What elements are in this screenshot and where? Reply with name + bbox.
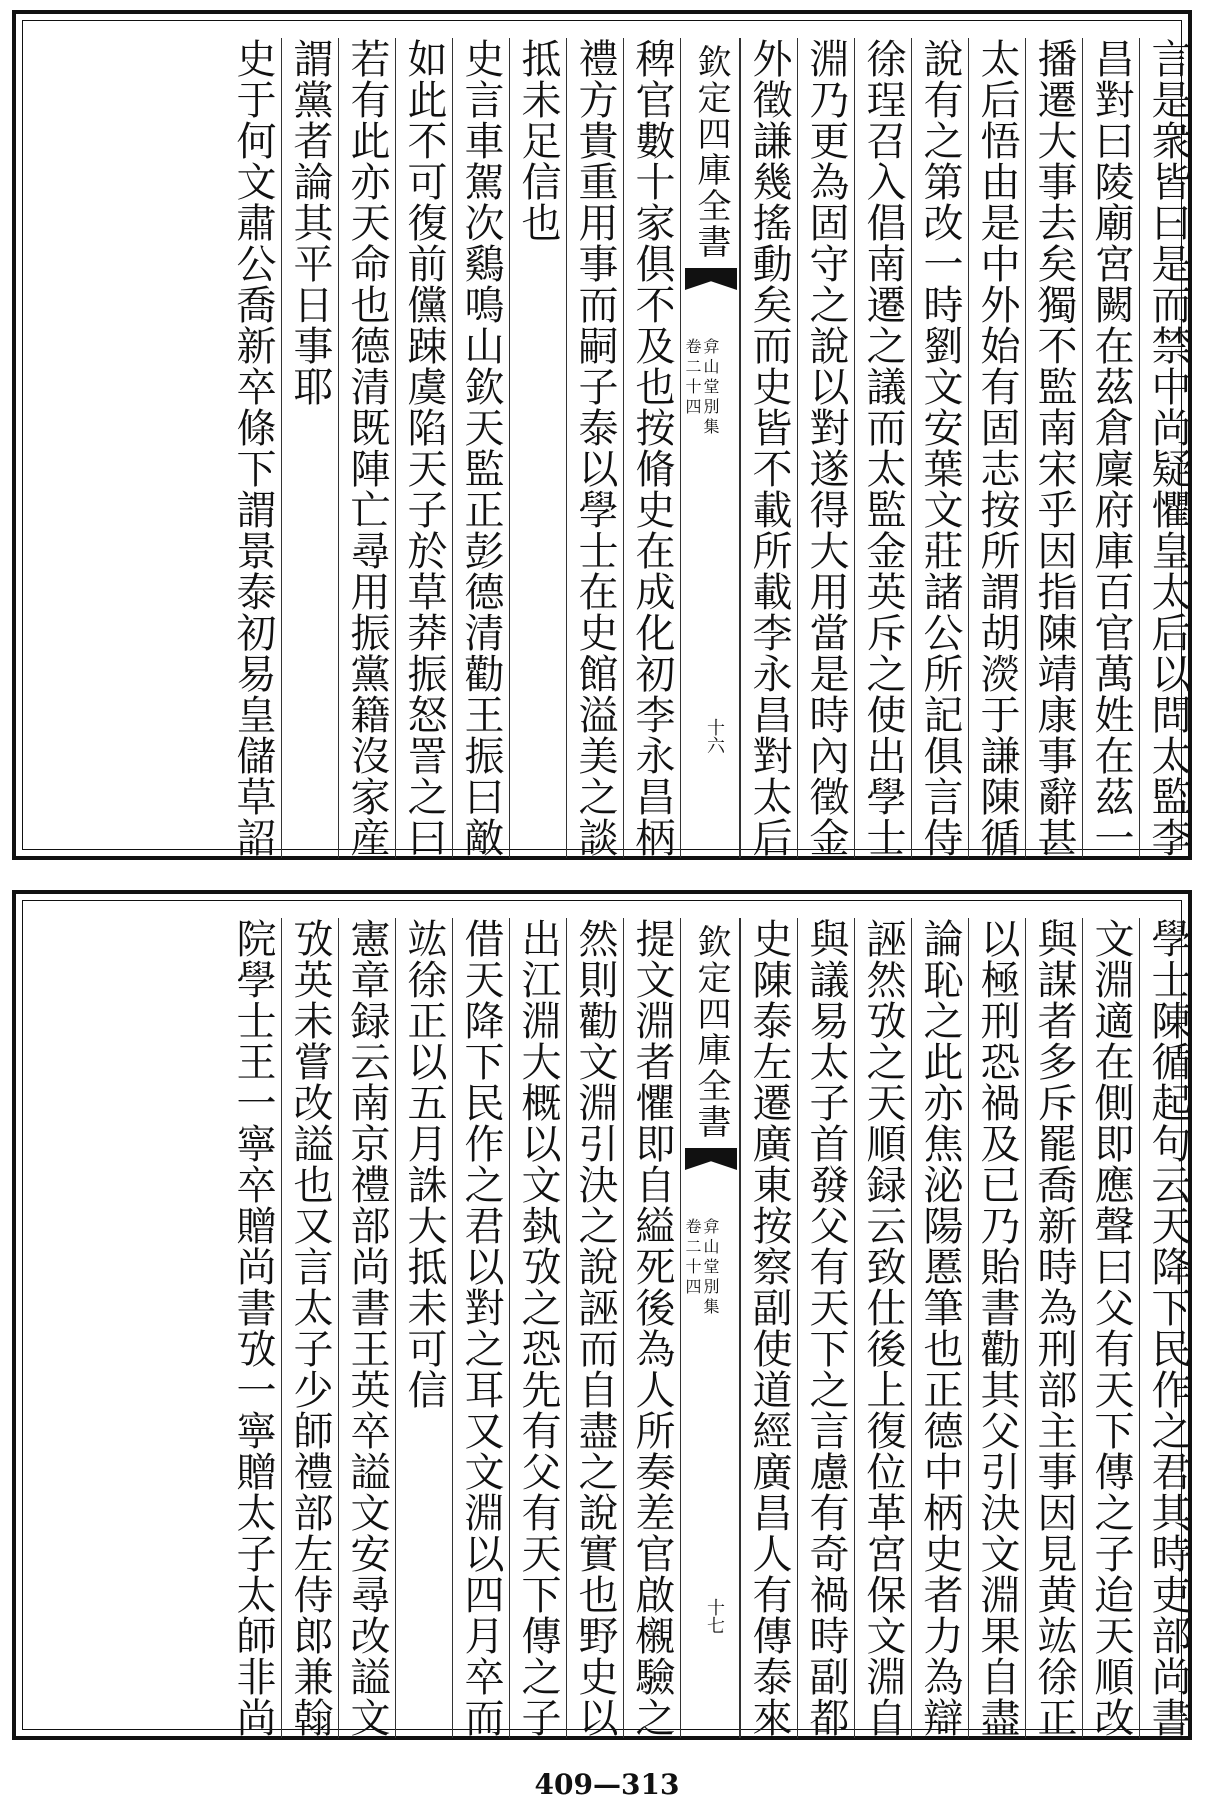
page-footer-number: 409—313: [534, 1768, 680, 1801]
book-title: 欽定四庫全書: [691, 44, 731, 260]
text-column: 論恥之此亦焦泌陽慝筆也正德中柄史者力為辯: [911, 918, 968, 1738]
text-column: 誣然攷之天順録云致仕後上復位革宮保文淵自: [854, 918, 911, 1738]
text-column: 院學士王一寧卒贈尚書攷一寧贈太子太師非尚: [230, 918, 276, 1738]
text-column: 播遷大事去矣獨不監南宋乎因指陳靖康事辭甚: [1025, 38, 1082, 858]
text-columns: [46, 918, 1196, 1738]
text-column: 太后悟由是中外始有固志按所謂胡濙于謙陳循: [968, 38, 1025, 858]
fishtail-mark: [685, 1148, 737, 1170]
text-column: 外徵謙幾搖動矣而史皆不載所載李永昌對太后: [740, 38, 797, 858]
text-column: 若有此亦天命也德清既陣亡尋用振黨籍沒家産: [338, 38, 395, 858]
text-column: 說有之第改一時劉文安葉文莊諸公所記俱言侍: [911, 38, 968, 858]
top-page: [0, 0, 1214, 870]
text-column: 抵未足信也: [509, 38, 566, 858]
bottom-page: [0, 880, 1214, 1760]
volume-label: 卷二十四: [683, 338, 702, 418]
text-column: 文淵適在側即應聲曰父有天下傳之子迨天順改: [1082, 918, 1139, 1738]
text-column: 史言車駕次鷄鳴山欽天監正彭德清勸王振曰敵: [452, 38, 509, 858]
text-column: 借天降下民作之君以對之耳又文淵以四月卒而: [452, 918, 509, 1738]
leaf-number: 十六: [704, 718, 725, 754]
collection-title: 弇山堂別集: [701, 338, 720, 438]
text-column: 史于何文肅公喬新卒條下謂景泰初易皇儲草詔: [230, 38, 276, 858]
text-column: 如此不可復前儻踈虞陷天子於草莽振怒詈之曰: [395, 38, 452, 858]
text-column: 然則勸文淵引決之說誣而自盡之說實也野史以: [566, 918, 623, 1738]
center-fold: [680, 918, 740, 1738]
text-column: 史陳泰左遷廣東按察副使道經廣昌人有傳泰來: [740, 918, 797, 1738]
center-fold: [680, 38, 740, 858]
text-column: 淵乃更為固守之說以對遂得大用當是時內徵金: [797, 38, 854, 858]
text-column: 學士陳循起句云天降下民作之君其時吏部尚書: [1139, 918, 1196, 1738]
text-column: 與謀者多斥罷喬新時為刑部主事因見黄竑徐正: [1025, 918, 1082, 1738]
text-column: 稗官數十家俱不及也按脩史在成化初李永昌柄: [623, 38, 680, 858]
text-column: 提文淵者懼即自縊死後為人所奏差官啟櫬驗之: [623, 918, 680, 1738]
volume-label: 卷二十四: [683, 1218, 702, 1298]
page-frame: [12, 10, 1192, 860]
text-column: 言是衆皆曰是而禁中尚疑懼皇太后以問太監李: [1139, 38, 1196, 858]
collection-title: 弇山堂別集: [701, 1218, 720, 1318]
text-column: 昌對曰陵廟宮闕在茲倉廩府庫百官萬姓在茲一: [1082, 38, 1139, 858]
text-column: 徐珵召入倡南遷之議而太監金英斥之使出學士: [854, 38, 911, 858]
fishtail-mark: [685, 268, 737, 290]
text-column: 以極刑恐禍及已乃貽書勸其父引決文淵果自盡: [968, 918, 1025, 1738]
leaf-number: 十七: [704, 1598, 725, 1634]
text-column: 竑徐正以五月誅大抵未可信: [395, 918, 452, 1738]
text-column: 謂黨者論其平日事耶: [281, 38, 338, 858]
text-columns: [46, 38, 1196, 858]
page-frame: [12, 890, 1192, 1740]
text-column: 與議易太子首發父有天下之言慮有奇禍時副都: [797, 918, 854, 1738]
book-title: 欽定四庫全書: [691, 924, 731, 1140]
text-column: 禮方貴重用事而嗣子泰以學士在史館溢美之談: [566, 38, 623, 858]
text-column: 出江淵大概以文埶攷之恐先有父有天下傳之子: [509, 918, 566, 1738]
text-column: 攷英未嘗改謚也又言太子少師禮部左侍郎兼翰: [281, 918, 338, 1738]
text-column: 憲章録云南京禮部尚書王英卒謚文安尋改謚文: [338, 918, 395, 1738]
